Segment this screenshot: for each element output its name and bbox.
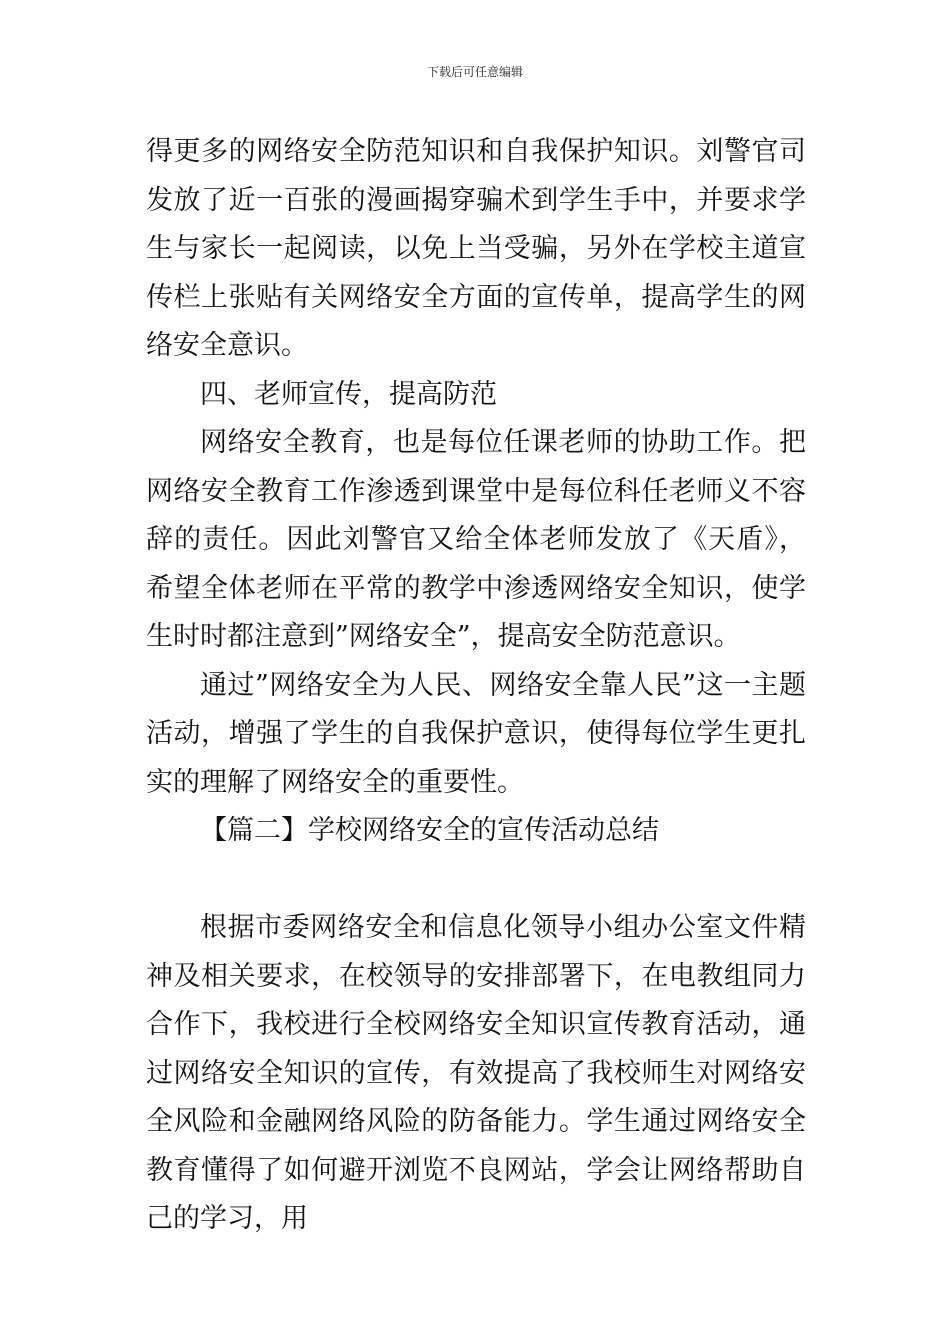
- section-title-part-two: 【篇二】学校网络安全的宣传活动总结: [200, 815, 659, 846]
- page-header-note: 下载后可任意编辑: [426, 65, 523, 79]
- blank-line: [146, 856, 806, 905]
- paragraph-part-two-intro: 根据市委网络安全和信息化领导小组办公室文件精神及相关要求，在校领导的安排部署下，在电教组同力合作下，我校进行全校网络安全知识宣传教育活动，通过网络安全知识的宣传，有效提高了我校师生对网络安全风险和金融网络风险的防备能力。学生通过网络安全教育懂得了如何避开浏览不良网站，学会让网络帮助自己的学习，用: [146, 912, 806, 1234]
- document-body: [146, 128, 806, 1244]
- paragraph-teacher-publicity: 网络安全教育，也是每位任课老师的协助工作。把网络安全教育工作渗透到课堂中是每位科任老师义不容辞的责任。因此刘警官又给全体老师发放了《天盾》，希望全体老师在平常的教学中渗透网络安全知识，使学生时时都注意到”网络安全”，提高安全防范意识。: [146, 427, 806, 652]
- section-heading-four: 四、老师宣传，提高防范: [200, 378, 497, 410]
- paragraph-continuation: 得更多的网络安全防范知识和自我保护知识。刘警官司发放了近一百张的漫画揭穿骗术到学生手中，并要求学生与家长一起阅读，以免上当受骗，另外在学校主道宣传栏上张贴有关网络安全方面的宣传单，提高学生的网络安全意识。: [146, 136, 806, 361]
- paragraph-theme-activity: 通过”网络安全为人民、网络安全靠人民”这一主题活动，增强了学生的自我保护意识，使得每位学生更扎实的理解了网络安全的重要性。: [146, 669, 806, 798]
